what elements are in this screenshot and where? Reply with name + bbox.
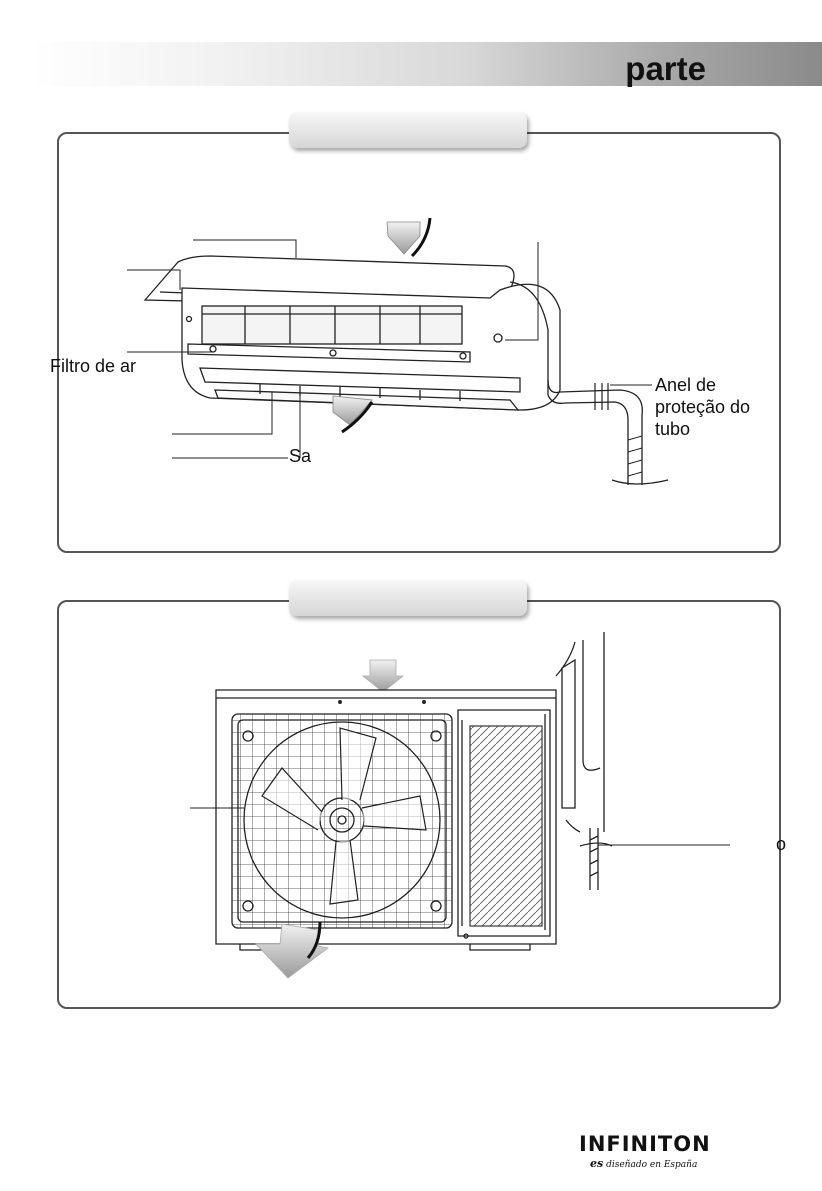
- label-air-filter: Filtro de ar: [50, 356, 137, 376]
- label-pipe-ring-line-3: tubo: [655, 419, 691, 439]
- label-outdoor-right: o: [776, 834, 787, 854]
- tagline-text: diseñado en España: [606, 1160, 698, 1170]
- brand-tagline: [590, 1157, 697, 1170]
- indoor-unit-drawing: [127, 218, 668, 485]
- label-pipe-ring-line-1: Anel de: [655, 375, 717, 395]
- brand-logo: INFINITON: [579, 1132, 711, 1156]
- label-air-outlet: Sa: [289, 446, 312, 466]
- outdoor-unit-drawing: [190, 632, 730, 978]
- label-pipe-ring-line-2: proteção do: [655, 397, 751, 417]
- page-title: parte: [625, 50, 706, 87]
- label-pipe-ring: [655, 374, 750, 440]
- tagline-mark: es: [590, 1157, 604, 1170]
